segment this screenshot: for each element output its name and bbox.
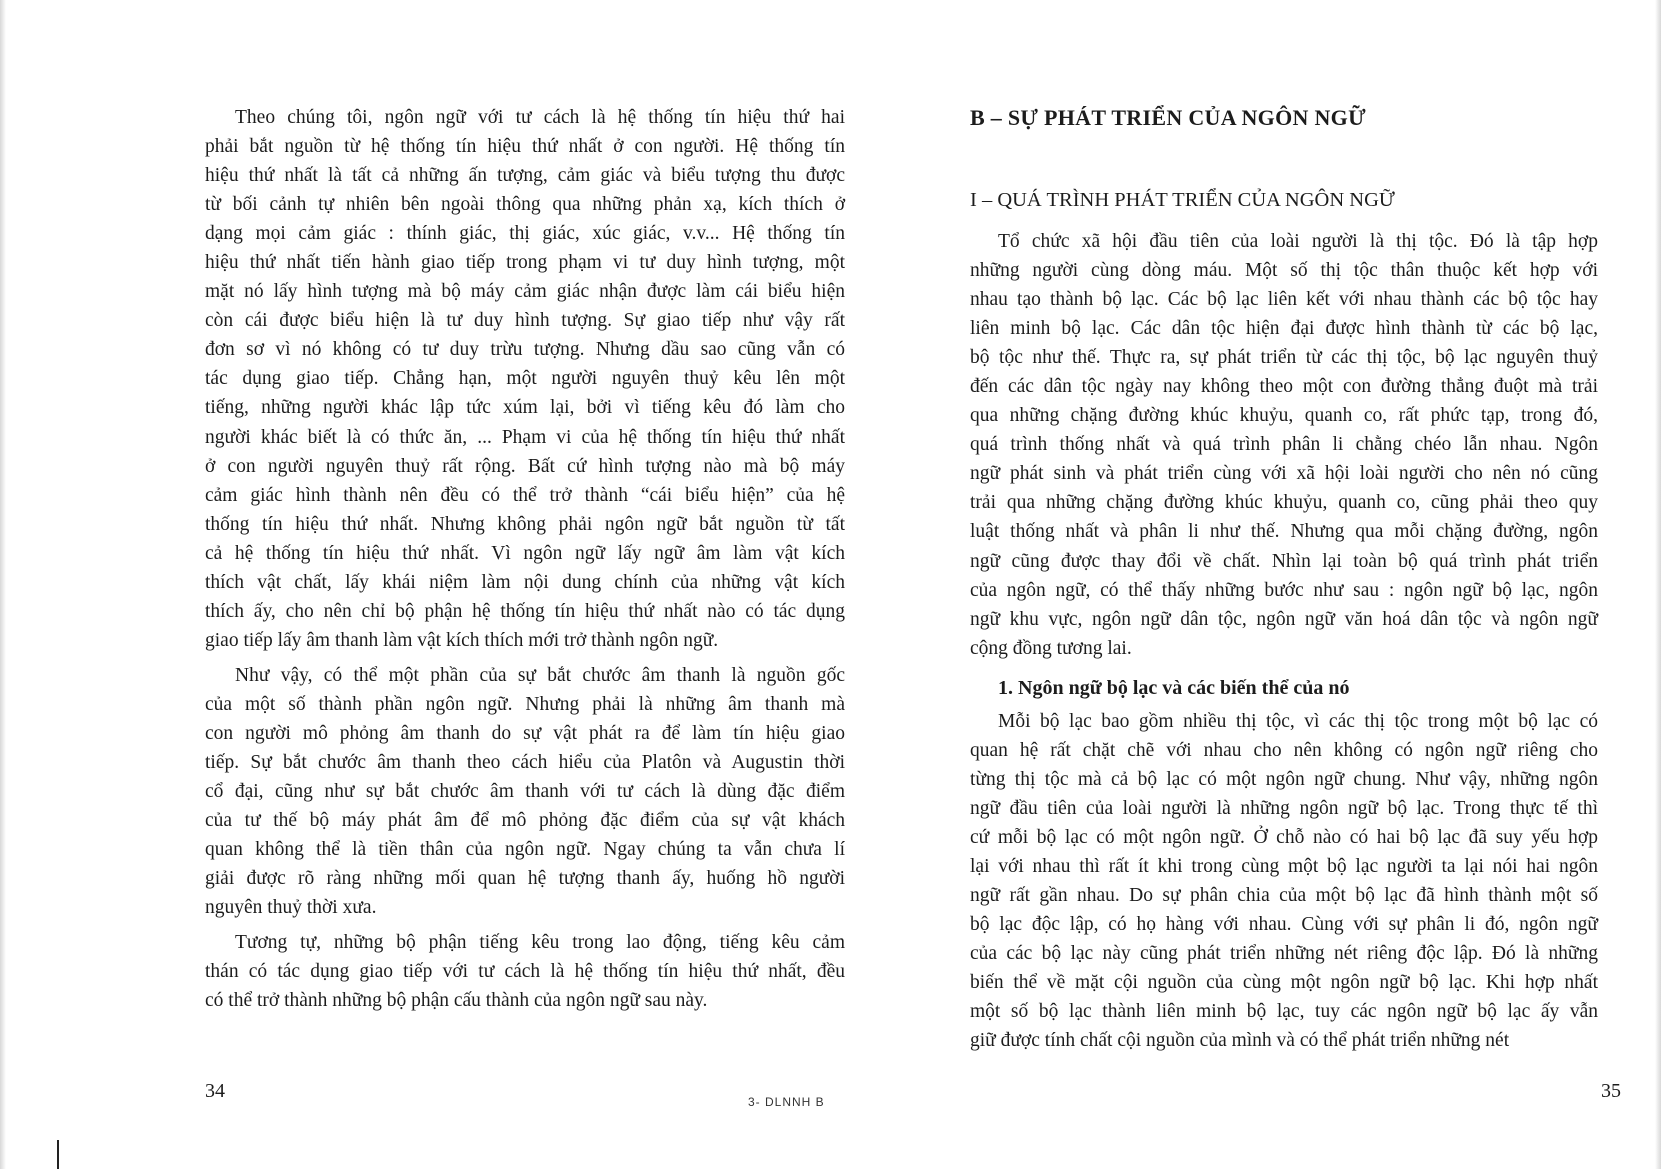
paragraph bbox=[970, 707, 1598, 1056]
left-page-body bbox=[205, 103, 845, 1015]
page-number: 34 bbox=[205, 1080, 225, 1102]
text-line: của một số thành phần ngôn ngữ. Nhưng phải là những âm thanh mà bbox=[205, 693, 845, 715]
text-line: quan hệ rất chặt chẽ với nhau cho nên không có ngôn ngữ riêng cho bbox=[970, 739, 1598, 761]
text-line: của tư thế bộ máy phát âm để mô phỏng đặc điểm của sự vật khách bbox=[205, 810, 845, 832]
text-line: lại với nhau thì rất ít khi trong cùng một bộ lạc người ta lại nói hai ngôn bbox=[970, 855, 1598, 877]
text-line: giải được rõ ràng những mối quan hệ tượng thanh ấy, huống hồ người bbox=[205, 868, 845, 890]
text-line: cảm giác hình thành nên đều có thể trở thành “cái biểu hiện” của hệ bbox=[205, 484, 845, 506]
text-line: phải bắt nguồn từ hệ thống tín hiệu thứ nhất ở con người. Hệ thống tín bbox=[205, 136, 845, 158]
text-line: Như vậy, có thể một phần của sự bắt chước âm thanh là nguồn gốc bbox=[235, 664, 845, 686]
text-line: con người mô phỏng âm thanh do sự vật phát ra để làm tín hiệu giao bbox=[205, 722, 845, 744]
text-line: nhau tạo thành bộ lạc. Các bộ lạc liên kết với nhau thành các bộ tộc hay bbox=[970, 289, 1598, 311]
text-line: trải qua những chặng đường khúc khuỷu, quanh co, cũng phải theo quy bbox=[970, 492, 1598, 514]
text-line: nguyên thuỷ thời xưa. bbox=[205, 897, 377, 919]
text-line: cổ đại, cũng như sự bắt chước âm thanh với tư cách là dùng đặc điểm bbox=[205, 781, 845, 803]
text-line: dạng mọi cảm giác : thính giác, thị giác, xúc giác, v.v... Hệ thống tín bbox=[205, 223, 845, 245]
text-line: liên minh bộ lạc. Các dân tộc hiện đại được hình thành từ các bộ lạc, bbox=[970, 318, 1598, 340]
paragraph bbox=[205, 928, 845, 1015]
text-line: của các bộ lạc này cũng phát triển những nét riêng độc lập. Đó là những bbox=[970, 943, 1598, 965]
text-line: luật thống nhất và phân li như thế. Nhưng qua mỗi chặng đường, ngôn bbox=[970, 521, 1598, 543]
text-line: giao tiếp lấy âm thanh làm vật kích thích mới trở thành ngôn ngữ. bbox=[205, 629, 719, 651]
text-line: bộ lạc độc lập, có họ hàng với nhau. Cùng với sự phân li đó, ngôn ngữ bbox=[970, 914, 1598, 936]
chapter-heading: B – SỰ PHÁT TRIỂN CỦA NGÔN NGỮ bbox=[970, 105, 1366, 130]
right-page-body bbox=[970, 103, 1598, 1055]
right-page bbox=[830, 0, 1661, 1169]
text-line: của ngôn ngữ, có thể thấy những bước như sau : ngôn ngữ bộ lạc, ngôn bbox=[970, 579, 1598, 601]
text-line: tiếp. Sự bắt chước âm thanh theo cách hiểu của Platôn và Augustin thời bbox=[205, 752, 845, 774]
binding-mark bbox=[57, 1140, 59, 1169]
text-line: quan không thể là tiền thân của ngôn ngữ. Ngay chúng ta vẫn chưa lí bbox=[205, 839, 845, 861]
text-line: ngữ cũng được thay đổi về chất. Nhìn lại toàn bộ quá trình phát triển bbox=[970, 550, 1598, 572]
text-line: Mỗi bộ lạc bao gồm nhiều thị tộc, vì các thị tộc trong một bộ lạc có bbox=[998, 710, 1598, 732]
text-line: ở con người nguyên thuỷ rất rộng. Bất cứ hình tượng nào mà bộ máy bbox=[205, 455, 845, 477]
text-line: bộ tộc như thế. Thực ra, sự phát triển từ các thị tộc, bộ lạc nguyên thuỷ bbox=[970, 347, 1598, 369]
text-line: mặt nó lấy hình tượng mà bộ máy cảm giác nhận được làm cái biểu hiện bbox=[205, 281, 845, 303]
subsection-heading: 1. Ngôn ngữ bộ lạc và các biến thể của nó bbox=[998, 676, 1350, 699]
text-line: cứ mỗi bộ lạc có một ngôn ngữ. Ở chỗ nào có hai bộ lạc đã suy yếu hợp bbox=[970, 826, 1598, 848]
page-number: 35 bbox=[1601, 1080, 1621, 1102]
text-line: cả hệ thống tín hiệu thứ nhất. Vì ngôn ngữ lấy ngữ âm làm vật kích bbox=[205, 542, 845, 564]
text-line: Tổ chức xã hội đầu tiên của loài người là thị tộc. Đó là tập hợp bbox=[998, 231, 1598, 252]
text-line: thống tín hiệu thứ nhất. Nhưng không phải ngôn ngữ bắt nguồn từ tất bbox=[205, 513, 845, 535]
text-line: thích vật chất, lấy khái niệm làm nội dung chính của những vật kích bbox=[205, 571, 845, 593]
text-line: ngữ khu vực, ngôn ngữ dân tộc, ngôn ngữ văn hoá dân tộc và ngôn ngữ bbox=[970, 608, 1598, 630]
text-line: những người cùng dòng máu. Một số thị tộc thân thuộc kết hợp với bbox=[970, 260, 1598, 282]
text-line: Tương tự, những bộ phận tiếng kêu trong lao động, tiếng kêu cảm bbox=[235, 932, 845, 954]
text-line: một số bộ lạc thành liên minh bộ lạc, tuy các ngôn ngữ bộ lạc ấy vẫn bbox=[970, 1001, 1598, 1023]
text-line: tác dụng giao tiếp. Chẳng hạn, một người nguyên thuỷ kêu lên một bbox=[205, 368, 845, 390]
text-line: hiệu thứ nhất là tất cả những ấn tượng, cảm giác và biểu tượng thu được bbox=[205, 165, 845, 187]
text-line: thán có tác dụng giao tiếp với tư cách là hệ thống tín hiệu thứ nhất, đều bbox=[205, 961, 845, 983]
text-line: tiếng, những người khác lập tức xúm lại, bởi vì tiếng kêu đó làm cho bbox=[205, 397, 845, 419]
text-line: ngữ đầu tiên của loài người là những ngôn ngữ bộ lạc. Trong thực tế thì bbox=[970, 797, 1598, 819]
text-line: có thể trở thành những bộ phận cấu thành của ngôn ngữ sau này. bbox=[205, 990, 708, 1012]
text-line: cộng đồng tương lai. bbox=[970, 637, 1132, 659]
text-line: qua những chặng đường khúc khuỷu, quanh co, rất phức tạp, trong đó, bbox=[970, 405, 1598, 427]
text-line: hiệu thứ nhất tiến hành giao tiếp trong phạm vi tư duy hình tượng, một bbox=[205, 252, 845, 274]
paragraph bbox=[205, 661, 845, 922]
text-line: từng thị tộc mà cả bộ lạc có một ngôn ngữ chung. Như vậy, những ngôn bbox=[970, 768, 1598, 790]
paragraph bbox=[205, 103, 845, 655]
text-line: thích ấy, cho nên chỉ bộ phận hệ thống tín hiệu thứ nhất nào có tác dụng bbox=[205, 600, 845, 622]
text-line: đến các dân tộc ngày nay không theo một con đường thẳng đuột mà trải bbox=[970, 376, 1598, 398]
text-line: người khác biết là có thức ăn, ... Phạm vi của hệ thống tín hiệu thứ nhất bbox=[205, 426, 845, 448]
paragraph bbox=[970, 227, 1598, 663]
section-heading: I – QUÁ TRÌNH PHÁT TRIỂN CỦA NGÔN NGỮ bbox=[970, 189, 1395, 211]
text-line: đơn sơ vì nó không có tư duy trừu tượng. Nhưng dầu sao cũng vẫn có bbox=[205, 339, 845, 361]
text-line: từ bối cảnh tự nhiên bên ngoài thông qua những phản xạ, kích thích ở bbox=[205, 194, 845, 216]
text-line: ngữ phát sinh và phát triển cùng với xã hội loài người cho nên nó cũng bbox=[970, 463, 1598, 485]
text-line: quá trình thống nhất và quá trình phân li chằng chéo lẫn nhau. Ngôn bbox=[970, 434, 1598, 456]
printer-signature: 3- DLNNH B bbox=[748, 1095, 825, 1109]
text-line: giữ được tính chất cội nguồn của mình và có thể phát triển những nét bbox=[970, 1030, 1510, 1052]
text-line: Theo chúng tôi, ngôn ngữ với tư cách là hệ thống tín hiệu thứ hai bbox=[235, 107, 845, 128]
text-line: ngữ rất gần nhau. Do sự phân chia của một bộ lạc đã hình thành một số bbox=[970, 884, 1598, 906]
text-line: còn cái được biểu hiện là tư duy hình tượng. Sự giao tiếp như vậy rất bbox=[205, 310, 845, 332]
text-line: biến thể về mặt cội nguồn của cùng một ngôn ngữ bộ lạc. Khi hợp nhất bbox=[970, 972, 1598, 994]
